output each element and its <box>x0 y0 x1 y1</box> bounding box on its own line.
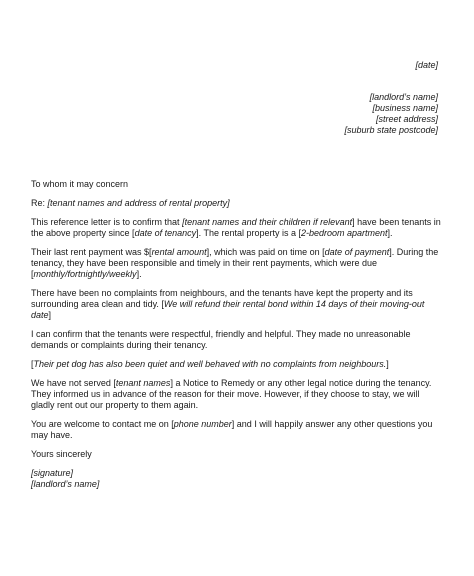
letter-body <box>31 179 441 490</box>
paragraph-rent: Their last rent payment was $[rental amount], which was paid on time on [date of payment]. During the tenancy, they have been responsible and timely in their rent payments, which were due [monthly/fortnightly/weekly]. <box>31 247 439 279</box>
paragraph-confirmation: This reference letter is to confirm that [tenant names and their children if relevant] have been tenants in the above property since [date of tenancy]. The rental property is a [2-bedroom apartment]. <box>31 217 441 238</box>
address-line-suburb: [suburb state postcode] <box>344 125 438 135</box>
paragraph-pet: [Their pet dog has also been quiet and well behaved with no complaints from neighbours.] <box>31 359 389 369</box>
re-line: Re: [tenant names and address of rental property] <box>31 198 230 208</box>
date-placeholder: [date] <box>415 60 438 70</box>
closing: Yours sincerely <box>31 449 92 459</box>
paragraph-notice: We have not served [tenant names] a Notice to Remedy or any other legal notice during the tenancy. They informed us in advance of the reason for their move. However, if they choose to stay, we will gladly rent out our property to them again. <box>31 378 432 410</box>
salutation: To whom it may concern <box>31 179 129 189</box>
paragraph-complaints: There have been no complaints from neighbours, and the tenants have kept the property and its surrounding area clean and tidy. [We will refund their rental bond within 14 days of their moving-out date] <box>31 288 425 320</box>
date-line <box>415 60 438 71</box>
address-line-business: [business name] <box>372 103 438 113</box>
paragraph-respectful: I can confirm that the tenants were respectful, friendly and helpful. They made no unreasonable demands or complaints during their tenancy. <box>31 329 411 350</box>
address-block <box>344 92 438 136</box>
paragraph-contact: You are welcome to contact me on [phone number] and I will happily answer any other questions you may have. <box>31 419 433 440</box>
address-line-landlord: [landlord’s name] <box>369 92 438 102</box>
address-line-street: [street address] <box>375 114 438 124</box>
signatory-name: [landlord’s name] <box>31 479 100 489</box>
signature-block <box>31 468 441 490</box>
signature-placeholder: [signature] <box>31 468 74 478</box>
